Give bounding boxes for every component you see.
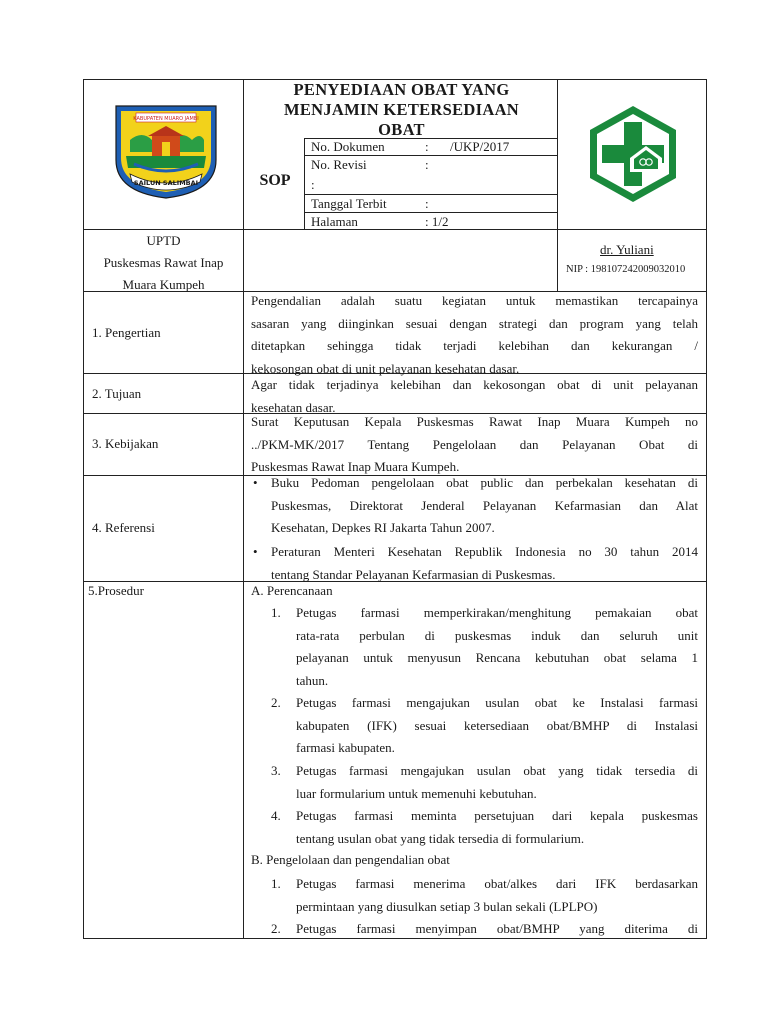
bullet-icon: • — [253, 544, 258, 559]
signer-nip: NIP : 198107242009032010 — [566, 264, 686, 275]
meta-halaman-value: : 1/2 — [425, 214, 449, 229]
meta-no-revisi: No. Revisi — [311, 157, 367, 172]
regency-logo — [112, 100, 220, 200]
prosedur-a-title: A. Perencanaan — [251, 583, 333, 598]
signer-name: dr. Yuliani — [600, 242, 654, 257]
sop-label: SOP — [259, 172, 291, 189]
section-label-prosedur: 5.Prosedur — [88, 583, 144, 598]
puskesmas-logo — [584, 102, 682, 206]
organization-name: UPTD Puskesmas Rawat Inap Muara Kumpeh — [103, 233, 224, 292]
prosedur-b-title: B. Pengelolaan dan pengendalian obat — [251, 852, 450, 867]
section-label-kebijakan: 3. Kebijakan — [92, 436, 159, 451]
meta-halaman: Halaman — [311, 214, 358, 229]
prosedur-a-step-4: 4. Petugas farmasi meminta persetujuan dari kepala puskesmas tentang usulan obat yang tidak tersedia di formularium. — [271, 808, 698, 846]
prosedur-a-step-1: 1. Petugas farmasi memperkirakan/menghitung pemakaian obat rata-rata perbulan di puskesmas induk dan seluruh unit pelayanan untuk menyusun Rencana kebutuhan obat selama 1 tahun. — [271, 605, 698, 688]
svg-text:SAILUN SALIMBAI: SAILUN SALIMBAI — [133, 179, 199, 187]
kebijakan-text: Surat Keputusan Kepala Puskesmas Rawat Inap Muara Kumpeh no ../PKM-MK/2017 Tentang Pengelolaan dan Pelayanan Obat di Puskesmas Rawat Inap Muara Kumpeh. — [251, 414, 698, 474]
section-label-pengertian: 1. Pengertian — [92, 325, 161, 340]
document-title: PENYEDIAAN OBAT YANG MENJAMIN KETERSEDIAAN OBAT — [283, 80, 520, 139]
meta-no-dokumen-sep: : — [425, 139, 429, 154]
bullet-icon: • — [253, 475, 258, 490]
tujuan-text: Agar tidak terjadinya kelebihan dan kekosongan obat di unit pelayanan kesehatan dasar. — [251, 377, 698, 415]
meta-tanggal-terbit: Tanggal Terbit — [311, 196, 387, 211]
section-label-tujuan: 2. Tujuan — [92, 386, 142, 401]
meta-no-dokumen-value: /UKP/2017 — [450, 139, 510, 154]
meta-no-revisi-sep-line2: : — [311, 177, 315, 192]
prosedur-a-step-2: 2. Petugas farmasi mengajukan usulan obat ke Instalasi farmasi kabupaten (IFK) sesuai ketersediaan obat/BMHP di Instalasi farmasi kabupaten. — [271, 695, 698, 755]
prosedur-b-step-2: 2. Petugas farmasi menyimpan obat/BMHP yang diterima di — [271, 921, 698, 936]
prosedur-a-step-3: 3. Petugas farmasi mengajukan usulan obat yang tidak tersedia di luar formularium untuk memenuhi kebutuhan. — [271, 763, 698, 801]
section-label-referensi: 4. Referensi — [92, 520, 155, 535]
referensi-item-2: • Peraturan Menteri Kesehatan Republik Indonesia no 30 tahun 2014 tentang Standar Pelayanan Kefarmasian di Puskesmas. — [251, 541, 698, 586]
prosedur-b-step-1: 1. Petugas farmasi menerima obat/alkes dari IFK berdasarkan permintaan yang diusulkan setiap 3 bulan sekali (LPLPO) — [271, 876, 698, 914]
meta-no-revisi-sep: : — [425, 157, 429, 172]
pengertian-text: Pengendalian adalah suatu kegiatan untuk memastikan tercapainya sasaran yang diinginkan sesuai dengan strategi dan program yang telah ditetapkan sehingga tidak terjadi kelebihan dan kekurangan / kekosongan obat di unit pelayanan kesehatan dasar. — [251, 293, 698, 376]
meta-tanggal-terbit-sep: : — [425, 196, 429, 211]
svg-text:KABUPATEN MUARO JAMBI: KABUPATEN MUARO JAMBI — [133, 116, 199, 122]
referensi-item-1: • Buku Pedoman pengelolaan obat public dan perbekalan kesehatan di Puskesmas, Direktorat Jenderal Pelayanan Kefarmasian dan Alat Kesehatan, Depkes RI Jakarta Tahun 2007. — [251, 472, 698, 540]
meta-no-dokumen: No. Dokumen — [311, 139, 385, 154]
